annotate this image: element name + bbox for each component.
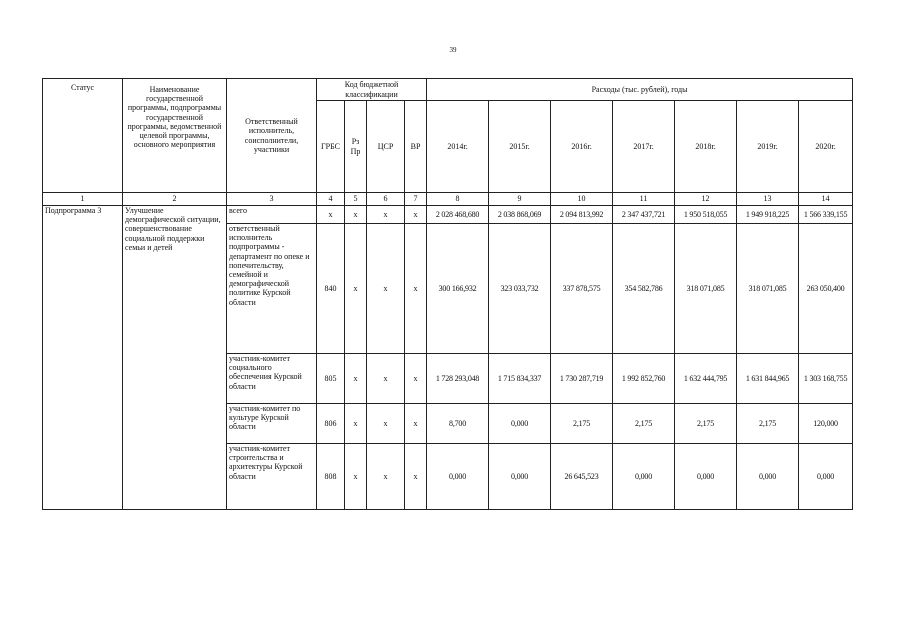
column-number: 9 xyxy=(489,193,551,206)
header-grbs: ГРБС xyxy=(317,101,345,193)
column-number: 11 xyxy=(613,193,675,206)
table-row xyxy=(43,206,853,224)
column-number: 2 xyxy=(123,193,227,206)
row-rzpr: x xyxy=(345,404,367,444)
header-expenses: Расходы (тыс. рублей), годы xyxy=(427,79,853,101)
row-value: 0,000 xyxy=(675,444,737,510)
column-number: 14 xyxy=(799,193,853,206)
row-value: 0,000 xyxy=(427,444,489,510)
header-year: 2020г. xyxy=(799,101,853,193)
row-value: 318 071,085 xyxy=(737,224,799,354)
header-vr: ВР xyxy=(405,101,427,193)
row-rzpr: x xyxy=(345,224,367,354)
row-value: 2 028 468,680 xyxy=(427,206,489,224)
header-budget-code: Код бюджетной классификации xyxy=(317,79,427,101)
column-number: 10 xyxy=(551,193,613,206)
column-number-row xyxy=(43,193,853,206)
column-number: 3 xyxy=(227,193,317,206)
column-number: 5 xyxy=(345,193,367,206)
row-value: 1 303 168,755 xyxy=(799,354,853,404)
row-grbs: 806 xyxy=(317,404,345,444)
row-value: 1 992 852,760 xyxy=(613,354,675,404)
row-value: 1 728 293,048 xyxy=(427,354,489,404)
row-responsible: участник-комитет по культуре Курской области xyxy=(227,404,317,444)
row-responsible: всего xyxy=(227,206,317,224)
column-number: 12 xyxy=(675,193,737,206)
row-rzpr: x xyxy=(345,444,367,510)
row-responsible: участник-комитет строительства и архитектуры Курской области xyxy=(227,444,317,510)
row-value: 0,000 xyxy=(613,444,675,510)
row-vr: x xyxy=(405,206,427,224)
row-value: 0,000 xyxy=(489,444,551,510)
row-vr: x xyxy=(405,404,427,444)
row-value: 354 582,786 xyxy=(613,224,675,354)
row-value: 1 715 834,337 xyxy=(489,354,551,404)
row-vr: x xyxy=(405,444,427,510)
row-value: 2,175 xyxy=(551,404,613,444)
column-number: 6 xyxy=(367,193,405,206)
row-value: 1 950 518,055 xyxy=(675,206,737,224)
row-value: 0,000 xyxy=(489,404,551,444)
row-grbs: 840 xyxy=(317,224,345,354)
column-number: 13 xyxy=(737,193,799,206)
row-value: 323 033,732 xyxy=(489,224,551,354)
row-value: 2 347 437,721 xyxy=(613,206,675,224)
row-csr: x xyxy=(367,444,405,510)
header-status: Статус xyxy=(43,79,123,193)
header-year: 2017г. xyxy=(613,101,675,193)
column-number: 1 xyxy=(43,193,123,206)
row-value: 2,175 xyxy=(737,404,799,444)
header-year: 2016г. xyxy=(551,101,613,193)
row-rzpr: x xyxy=(345,206,367,224)
row-value: 8,700 xyxy=(427,404,489,444)
header-year: 2019г. xyxy=(737,101,799,193)
header-year: 2018г. xyxy=(675,101,737,193)
row-value: 26 645,523 xyxy=(551,444,613,510)
page-number: 39 xyxy=(449,46,457,54)
row-value: 2 038 868,069 xyxy=(489,206,551,224)
row-value: 318 071,085 xyxy=(675,224,737,354)
row-value: 1 566 339,155 xyxy=(799,206,853,224)
header-rzpr: Рз Пр xyxy=(345,101,367,193)
row-value: 120,000 xyxy=(799,404,853,444)
row-value: 263 050,400 xyxy=(799,224,853,354)
row-value: 0,000 xyxy=(799,444,853,510)
row-responsible: участник-комитет социального обеспечения Курской области xyxy=(227,354,317,404)
column-number: 8 xyxy=(427,193,489,206)
row-value: 1 949 918,225 xyxy=(737,206,799,224)
row-value: 1 632 444,795 xyxy=(675,354,737,404)
row-value: 2,175 xyxy=(613,404,675,444)
row-vr: x xyxy=(405,224,427,354)
row-grbs: x xyxy=(317,206,345,224)
header-csr: ЦСР xyxy=(367,101,405,193)
program-name: Улучшение демографической ситуации, совершенствование социальной поддержки семьи и детей xyxy=(123,206,227,510)
header-year: 2015г. xyxy=(489,101,551,193)
row-csr: x xyxy=(367,404,405,444)
row-grbs: 805 xyxy=(317,354,345,404)
row-csr: x xyxy=(367,206,405,224)
row-value: 2 094 813,992 xyxy=(551,206,613,224)
row-value: 1 631 844,965 xyxy=(737,354,799,404)
row-value: 2,175 xyxy=(675,404,737,444)
header-responsible: Ответственный исполнитель, соисполнители, участники xyxy=(227,79,317,193)
row-value: 337 878,575 xyxy=(551,224,613,354)
row-value: 300 166,932 xyxy=(427,224,489,354)
row-rzpr: x xyxy=(345,354,367,404)
column-number: 7 xyxy=(405,193,427,206)
row-csr: x xyxy=(367,224,405,354)
row-csr: x xyxy=(367,354,405,404)
row-responsible: ответственный исполнитель подпрограммы - департамент по опеке и попечительству, семейной и демографической политике Курской области xyxy=(227,224,317,354)
header-name: Наименование государственной программы, подпрограммы государственной программы, ведомственной целевой программы, основного мероприятия xyxy=(123,79,227,193)
row-value: 1 730 287,719 xyxy=(551,354,613,404)
program-status: Подпрограмма 3 xyxy=(43,206,123,510)
header-year: 2014г. xyxy=(427,101,489,193)
row-value: 0,000 xyxy=(737,444,799,510)
column-number: 4 xyxy=(317,193,345,206)
row-grbs: 808 xyxy=(317,444,345,510)
row-vr: x xyxy=(405,354,427,404)
budget-expenses-table xyxy=(42,78,853,510)
